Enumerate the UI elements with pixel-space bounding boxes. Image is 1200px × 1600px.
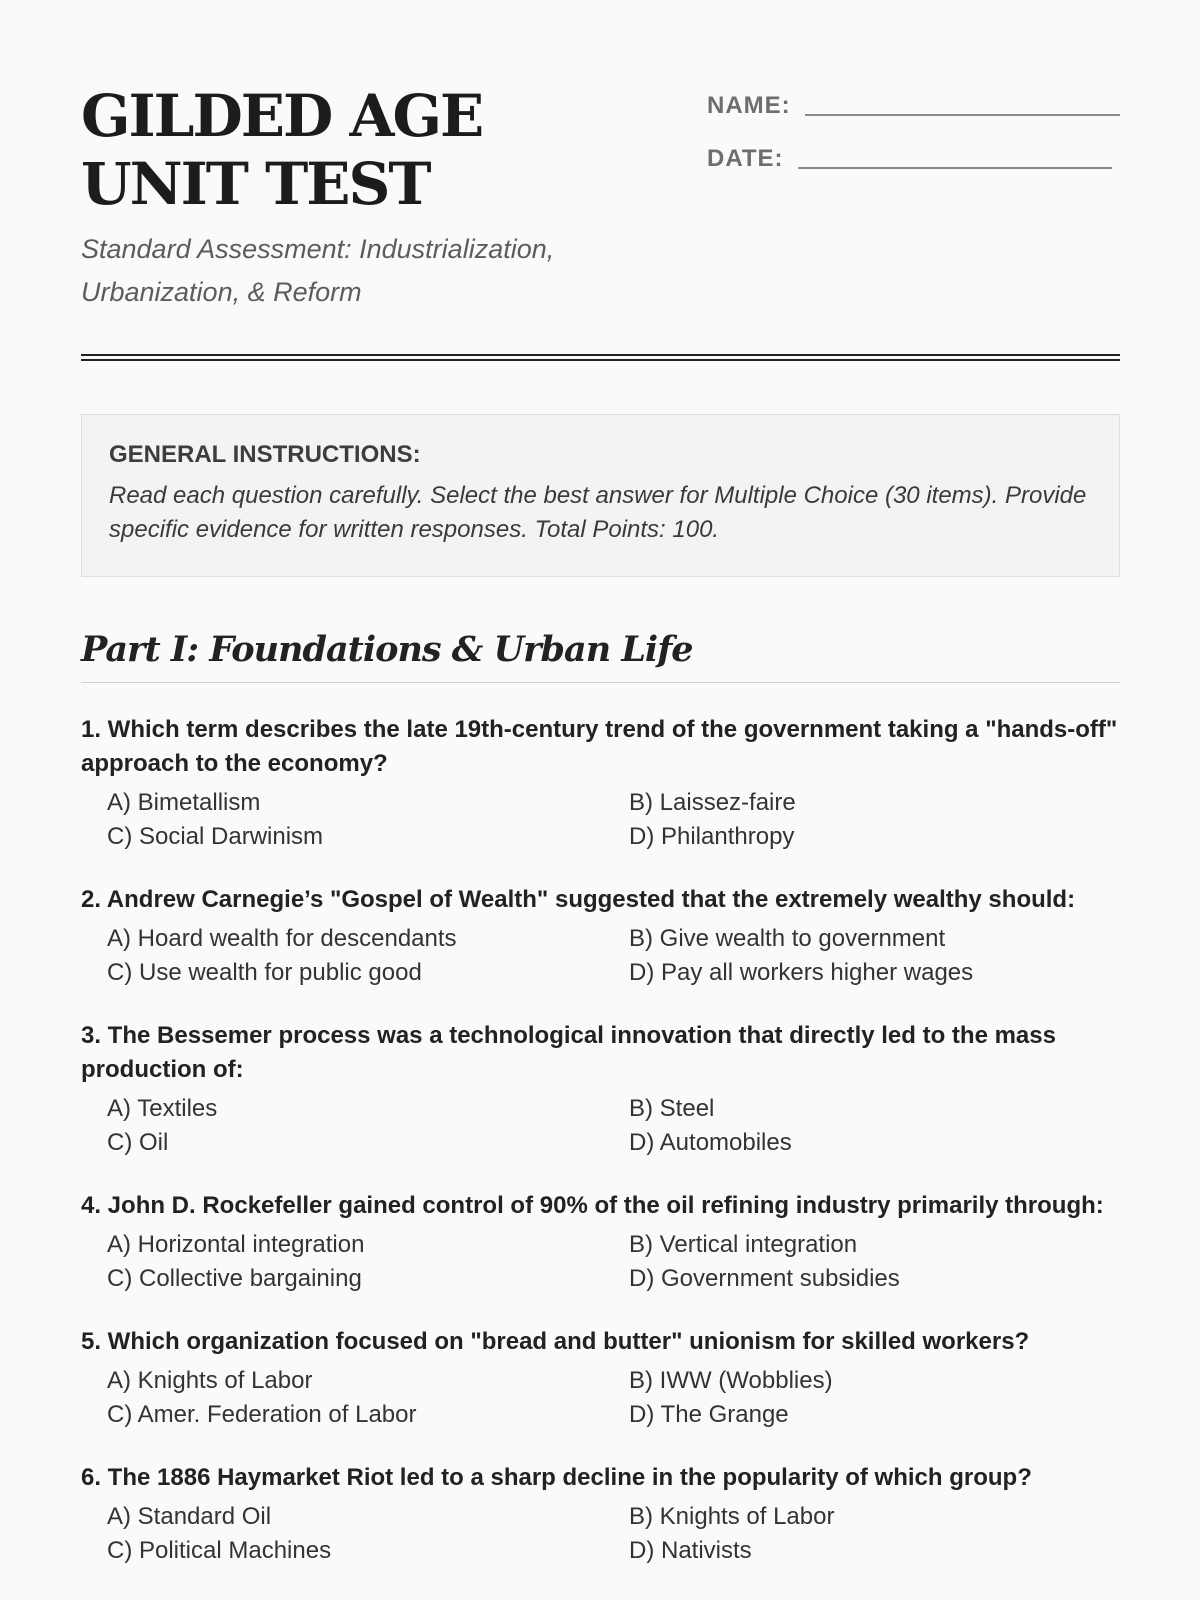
- question-3: [81, 1019, 1120, 1159]
- instructions-box: [81, 414, 1120, 577]
- answer-options: [81, 1092, 1120, 1159]
- question-text: 2. Andrew Carnegie’s "Gospel of Wealth" suggested that the extremely wealthy should:: [81, 886, 1076, 913]
- option-d[interactable]: D) Philanthropy: [629, 822, 795, 850]
- option-c[interactable]: C) Political Machines: [107, 1536, 332, 1564]
- question-text: 3. The Bessemer process was a technological innovation that directly led to the mass production of:: [81, 1022, 1056, 1083]
- student-info: [707, 86, 1120, 192]
- answer-options: [81, 1500, 1120, 1567]
- option-a[interactable]: A) Horizontal integration: [107, 1231, 365, 1258]
- question-text: 5. Which organization focused on "bread and butter" unionism for skilled workers?: [81, 1328, 1030, 1355]
- option-c[interactable]: C) Social Darwinism: [107, 822, 324, 850]
- question-1: [81, 713, 1120, 853]
- name-label: NAME:: [707, 92, 791, 119]
- question-list: [81, 713, 1120, 1597]
- test-subtitle: Standard Assessment: Industrialization, Urbanization, & Reform: [81, 234, 555, 307]
- question-text: 4. John D. Rockefeller gained control of 90% of the oil refining industry primarily through:: [81, 1192, 1104, 1219]
- answer-options: [81, 1364, 1120, 1431]
- question-2: [81, 883, 1120, 989]
- option-a[interactable]: A) Bimetallism: [107, 789, 261, 816]
- option-b[interactable]: B) Knights of Labor: [629, 1503, 835, 1530]
- option-c[interactable]: C) Amer. Federation of Labor: [107, 1400, 417, 1428]
- option-b[interactable]: B) Give wealth to government: [629, 925, 946, 952]
- part-1-heading: Part I: Foundations & Urban Life: [81, 628, 1120, 683]
- option-b[interactable]: B) Vertical integration: [629, 1231, 858, 1258]
- option-d[interactable]: D) Government subsidies: [629, 1264, 900, 1292]
- option-d[interactable]: D) The Grange: [629, 1400, 789, 1428]
- date-row: [707, 139, 1120, 173]
- question-5: [81, 1325, 1120, 1431]
- question-text: 1. Which term describes the late 19th-century trend of the government taking a "hands-off" approach to the economy?: [81, 716, 1118, 777]
- option-a[interactable]: A) Knights of Labor: [107, 1367, 313, 1394]
- answer-options: [81, 1228, 1120, 1295]
- option-b[interactable]: B) IWW (Wobblies): [629, 1367, 833, 1394]
- test-header: [81, 0, 1120, 340]
- option-a[interactable]: A) Standard Oil: [107, 1503, 272, 1530]
- answer-options: [81, 786, 1120, 853]
- date-label: DATE:: [707, 145, 784, 172]
- question-4: [81, 1189, 1120, 1295]
- option-d[interactable]: D) Automobiles: [629, 1128, 792, 1156]
- option-c[interactable]: C) Oil: [107, 1128, 169, 1156]
- option-a[interactable]: A) Textiles: [107, 1095, 218, 1122]
- question-6: [81, 1461, 1120, 1567]
- date-blank[interactable]: [798, 167, 1112, 169]
- question-text: 6. The 1886 Haymarket Riot led to a sharp decline in the popularity of which group?: [81, 1464, 1032, 1491]
- test-title: GILDED AGE UNIT TEST: [81, 82, 483, 218]
- instructions-body: Read each question carefully. Select the best answer for Multiple Choice (30 items). Provide specific evidence for written responses. Total Points: 100.: [109, 482, 1087, 543]
- instructions-heading: GENERAL INSTRUCTIONS:: [109, 441, 421, 468]
- option-b[interactable]: B) Steel: [629, 1095, 715, 1122]
- name-row: [707, 86, 1120, 120]
- answer-options: [81, 922, 1120, 989]
- option-c[interactable]: C) Use wealth for public good: [107, 958, 422, 986]
- header-double-rule: [81, 354, 1120, 361]
- test-page: [81, 0, 1120, 1564]
- option-d[interactable]: D) Nativists: [629, 1536, 752, 1564]
- option-c[interactable]: C) Collective bargaining: [107, 1264, 362, 1292]
- option-b[interactable]: B) Laissez-faire: [629, 789, 796, 816]
- option-a[interactable]: A) Hoard wealth for descendants: [107, 925, 457, 952]
- name-blank[interactable]: [805, 114, 1120, 116]
- option-d[interactable]: D) Pay all workers higher wages: [629, 958, 974, 986]
